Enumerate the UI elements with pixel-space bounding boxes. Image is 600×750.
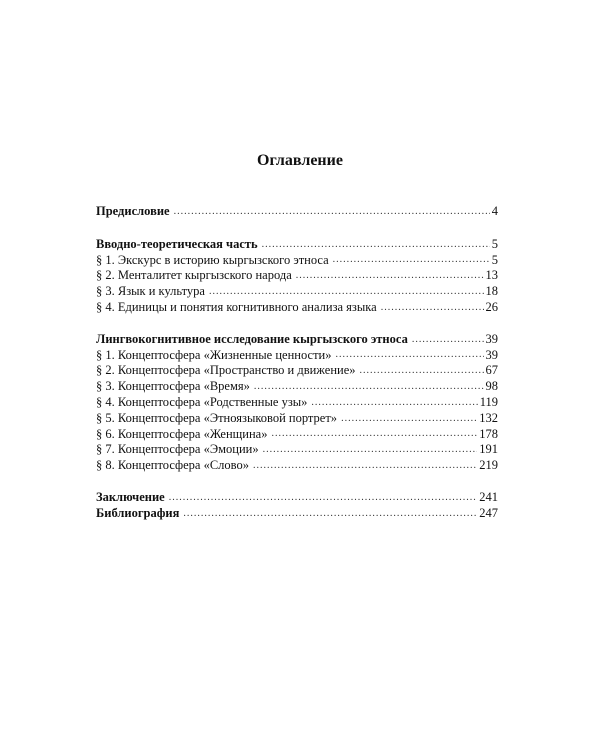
toc-entry-part1-item — [96, 268, 498, 284]
toc-page-number: 247 — [479, 505, 498, 520]
toc-entry-part1-item — [96, 284, 498, 300]
toc-entry-label: § 4. Единицы и понятия когнитивного анализа языка — [96, 299, 377, 314]
toc-page-number: 5 — [491, 236, 498, 251]
toc-entry-label: § 1. Концептосфера «Жизненные ценности» — [96, 347, 332, 362]
toc-entry-label: § 5. Концептосфера «Этноязыковой портрет» — [96, 410, 338, 425]
toc-entry-label: § 4. Концептосфера «Родственные узы» — [96, 394, 308, 409]
spacer — [96, 474, 498, 490]
toc-entry-part2-item — [96, 395, 498, 411]
toc-page-number: 132 — [479, 410, 498, 425]
table-of-contents — [96, 204, 498, 522]
dot-leader — [412, 334, 484, 346]
dot-leader — [335, 349, 483, 361]
dot-leader — [254, 381, 484, 393]
toc-entry-label: § 8. Концептосфера «Слово» — [96, 458, 249, 473]
toc-entry-label: Библиография — [96, 505, 180, 520]
toc-page-number: 98 — [485, 379, 498, 394]
toc-entry-part2 — [96, 332, 498, 348]
toc-page-number: 39 — [485, 347, 498, 362]
dot-leader — [253, 460, 477, 472]
toc-entry-label: § 2. Концептосфера «Пространство и движение» — [96, 363, 356, 378]
toc-entry-part2-item — [96, 411, 498, 427]
toc-entry-label: § 2. Менталитет кыргызского народа — [96, 268, 292, 283]
toc-entry-part2-item — [96, 363, 498, 379]
toc-entry-bibliography — [96, 506, 498, 522]
toc-page-number: 241 — [479, 489, 498, 504]
toc-entry-part1-item — [96, 300, 498, 316]
toc-entry-part2-item — [96, 427, 498, 443]
spacer — [96, 316, 498, 332]
dot-leader — [183, 508, 477, 520]
toc-entry-part2-item — [96, 458, 498, 474]
toc-entry-label: § 7. Концептосфера «Эмоции» — [96, 442, 259, 457]
dot-leader — [262, 239, 490, 251]
toc-page-number: 119 — [479, 394, 498, 409]
toc-entry-part2-item — [96, 442, 498, 458]
dot-leader — [381, 302, 484, 314]
dot-leader — [311, 397, 477, 409]
toc-entry-part2-item — [96, 348, 498, 364]
dot-leader — [271, 428, 477, 440]
dot-leader — [263, 444, 478, 456]
toc-entry-label: § 3. Язык и культура — [96, 284, 205, 299]
dot-leader — [174, 206, 490, 218]
toc-entry-label: Вводно-теоретическая часть — [96, 236, 258, 251]
dot-leader — [209, 286, 484, 298]
toc-page-number: 5 — [491, 252, 498, 267]
toc-page-number: 13 — [485, 268, 498, 283]
toc-page-number: 18 — [485, 284, 498, 299]
toc-entry-label: § 6. Концептосфера «Женщина» — [96, 426, 268, 441]
toc-entry-label: Лингвокогнитивное исследование кыргызского этноса — [96, 331, 408, 346]
dot-leader — [360, 365, 484, 377]
toc-page-number: 39 — [485, 331, 498, 346]
toc-page-number: 4 — [491, 204, 498, 218]
toc-entry-conclusion — [96, 490, 498, 506]
dot-leader — [333, 254, 490, 266]
page-title: Оглавление — [257, 152, 343, 169]
toc-entry-label: § 3. Концептосфера «Время» — [96, 379, 250, 394]
toc-entry-label: Предисловие — [96, 204, 170, 218]
toc-entry-part1-item — [96, 253, 498, 269]
toc-entry-label: Заключение — [96, 489, 165, 504]
toc-page-number: 67 — [485, 363, 498, 378]
toc-entry-part1 — [96, 237, 498, 253]
dot-leader — [296, 270, 484, 282]
toc-page-number: 26 — [485, 299, 498, 314]
dot-leader — [169, 492, 478, 504]
toc-page-number: 178 — [479, 426, 498, 441]
spacer — [96, 220, 498, 237]
toc-entry-preface — [96, 204, 498, 220]
toc-page-number: 219 — [479, 458, 498, 473]
toc-page-number: 191 — [479, 442, 498, 457]
toc-entry-part2-item — [96, 379, 498, 395]
dot-leader — [341, 413, 477, 425]
toc-entry-label: § 1. Экскурс в историю кыргызского этноса — [96, 252, 329, 267]
